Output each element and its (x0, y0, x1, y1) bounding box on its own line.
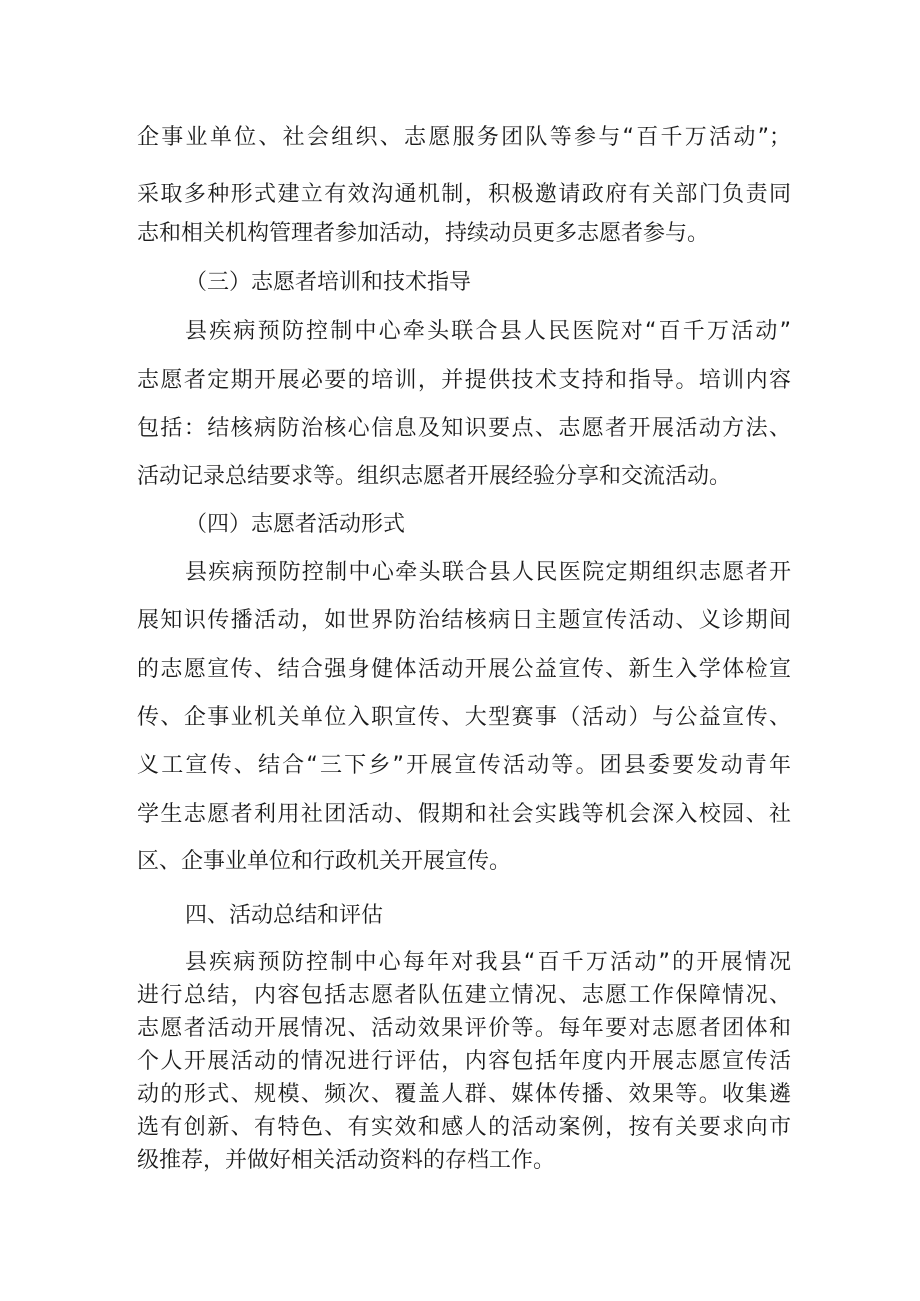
paragraph-line: 志愿者定期开展必要的培训，并提供技术支持和指导。培训内容 (137, 368, 791, 393)
section-heading: （四）志愿者活动形式 (185, 512, 406, 537)
paragraph-line: 县疾病预防控制中心牵头联合县人民医院对“百千万活动” (185, 319, 791, 344)
paragraph-line: 志和相关机构管理者参加活动，持续动员更多志愿者参与。 (137, 221, 710, 246)
paragraph-line: 活动记录总结要求等。组织志愿者开展经验分享和交流活动。 (137, 464, 732, 489)
paragraph-line: 学生志愿者利用社团活动、假期和社会实践等机会深入校园、社 (137, 802, 791, 827)
chapter-heading: 四、活动总结和评估 (185, 903, 384, 928)
paragraph-line: 志愿者活动开展情况、活动效果评价等。每年要对志愿者团体和 (137, 1016, 791, 1041)
paragraph-line: 包括：结核病防治核心信息及知识要点、志愿者开展活动方法、 (137, 416, 791, 441)
paragraph-line: 区、企事业单位和行政机关开展宣传。 (137, 849, 512, 874)
paragraph-line: 进行总结，内容包括志愿者队伍建立情况、志愿工作保障情况、 (137, 983, 791, 1008)
paragraph-line: 展知识传播活动，如世界防治结核病日主题宣传活动、义诊期间 (137, 608, 791, 633)
paragraph-line: 的志愿宣传、结合强身健体活动开展公益宣传、新生入学体检宣 (137, 657, 791, 682)
paragraph-line: 选有创新、有特色、有实效和感人的活动案例，按有关要求向市 (137, 1115, 791, 1140)
paragraph-line: 个人开展活动的情况进行评估，内容包括年度内开展志愿宣传活 (137, 1049, 791, 1074)
section-heading: （三）志愿者培训和技术指导 (185, 270, 472, 295)
paragraph-line: 义工宣传、结合“三下乡”开展宣传活动等。团县委要发动青年 (137, 753, 791, 778)
paragraph-line: 动的形式、规模、频次、覆盖人群、媒体传播、效果等。收集遴 (137, 1082, 791, 1107)
paragraph-line: 采取多种形式建立有效沟通机制，积极邀请政府有关部门负责同 (137, 182, 791, 207)
paragraph-line: 县疾病预防控制中心每年对我县“百千万活动”的开展情况 (185, 950, 791, 975)
paragraph-line: 县疾病预防控制中心牵头联合县人民医院定期组织志愿者开 (185, 560, 791, 585)
paragraph-line: 级推荐，并做好相关活动资料的存档工作。 (137, 1148, 556, 1173)
paragraph-line: 企事业单位、社会组织、志愿服务团队等参与“百千万活动”； (137, 125, 791, 150)
paragraph-line: 传、企事业机关单位入职宣传、大型赛事（活动）与公益宣传、 (137, 705, 791, 730)
